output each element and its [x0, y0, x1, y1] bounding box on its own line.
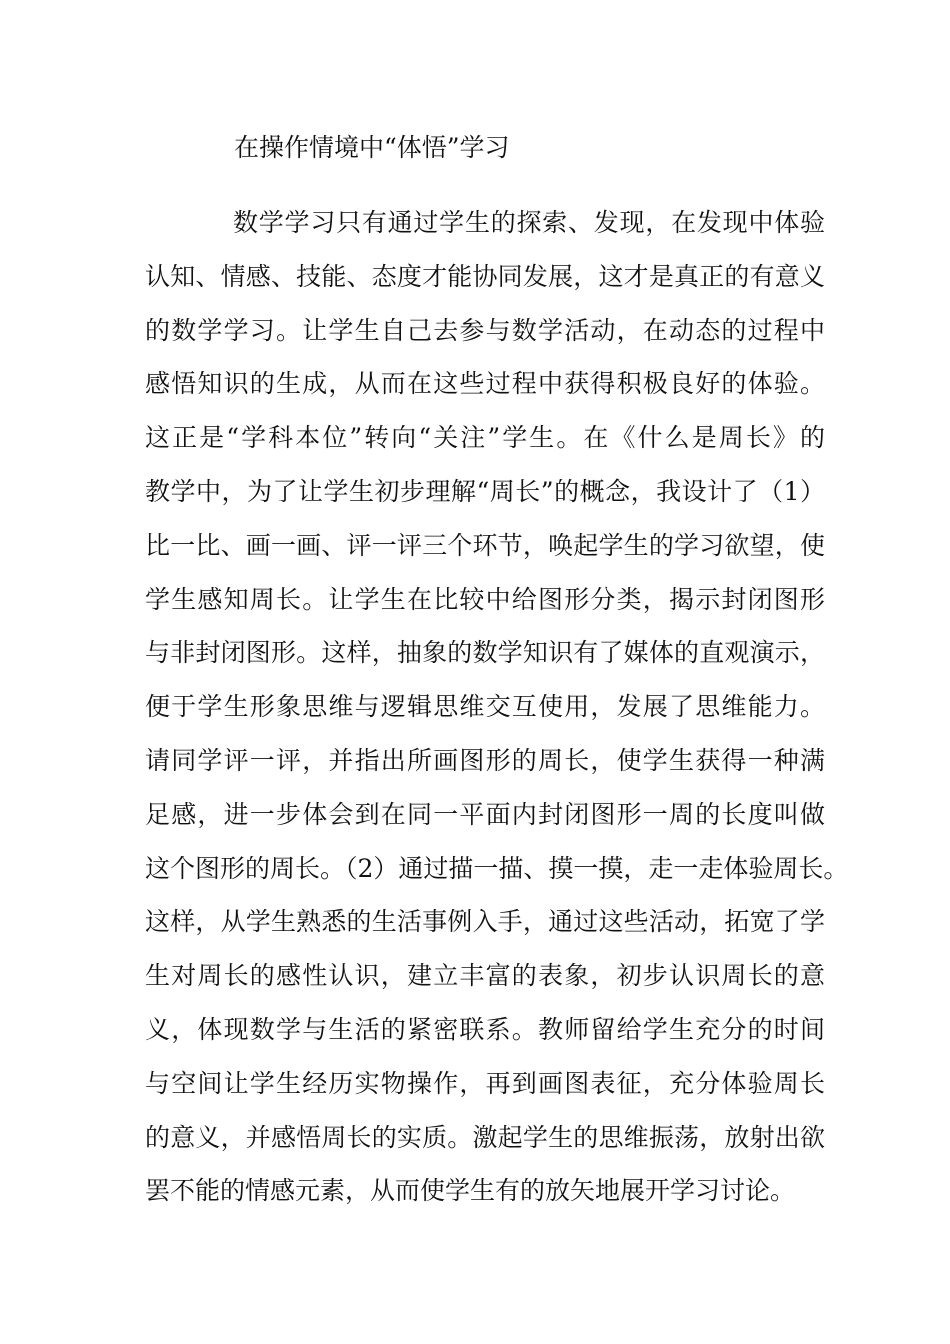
paragraph-line: 的数学学习。让学生自己去参与数学活动，在动态的过程中 [145, 315, 825, 345]
paragraph-line: 的意义，并感悟周长的实质。激起学生的思维振荡，放射出欲 [145, 1122, 825, 1152]
document-title: 在操作情境中“体悟”学习 [234, 133, 510, 162]
paragraph-line: 生对周长的感性认识，建立丰富的表象，初步认识周长的意 [145, 961, 825, 991]
paragraph-line: 与非封闭图形。这样，抽象的数学知识有了媒体的直观演示， [145, 638, 825, 668]
paragraph-line: 罢不能的情感元素，从而使学生有的放矢地展开学习讨论。 [145, 1176, 796, 1206]
paragraph-line: 便于学生形象思维与逻辑思维交互使用，发展了思维能力。 [145, 692, 825, 722]
document-body [145, 196, 849, 1218]
paragraph-line: 认知、情感、技能、态度才能协同发展，这才是真正的有意义 [145, 261, 825, 291]
paragraph-line: 与空间让学生经历实物操作，再到画图表征，充分体验周长 [145, 1068, 825, 1098]
paragraph-line: 足感，进一步体会到在同一平面内封闭图形一周的长度叫做 [145, 799, 825, 829]
paragraph-line: 这正是“学科本位”转向“关注”学生。在《什么是周长》的 [145, 423, 825, 453]
paragraph-line: 义，体现数学与生活的紧密联系。教师留给学生充分的时间 [145, 1014, 825, 1044]
paragraph-line: 请同学评一评，并指出所画图形的周长，使学生获得一种满 [145, 745, 825, 775]
paragraph-line: 教学中，为了让学生初步理解“周长”的概念，我设计了（1） [145, 476, 825, 506]
paragraph-line: 这样，从学生熟悉的生活事例入手，通过这些活动，拓宽了学 [145, 907, 825, 937]
paragraph-line: 这个图形的周长。（2）通过描一描、摸一摸，走一走体验周长。 [145, 853, 849, 883]
paragraph-line: 比一比、画一画、评一评三个环节，唤起学生的学习欲望，使 [145, 530, 825, 560]
paragraph-line: 数学学习只有通过学生的探索、发现，在发现中体验 [233, 208, 825, 237]
paragraph-line: 学生感知周长。让学生在比较中给图形分类，揭示封闭图形 [145, 584, 825, 614]
paragraph-line: 感悟知识的生成，从而在这些过程中获得积极良好的体验。 [145, 369, 825, 399]
